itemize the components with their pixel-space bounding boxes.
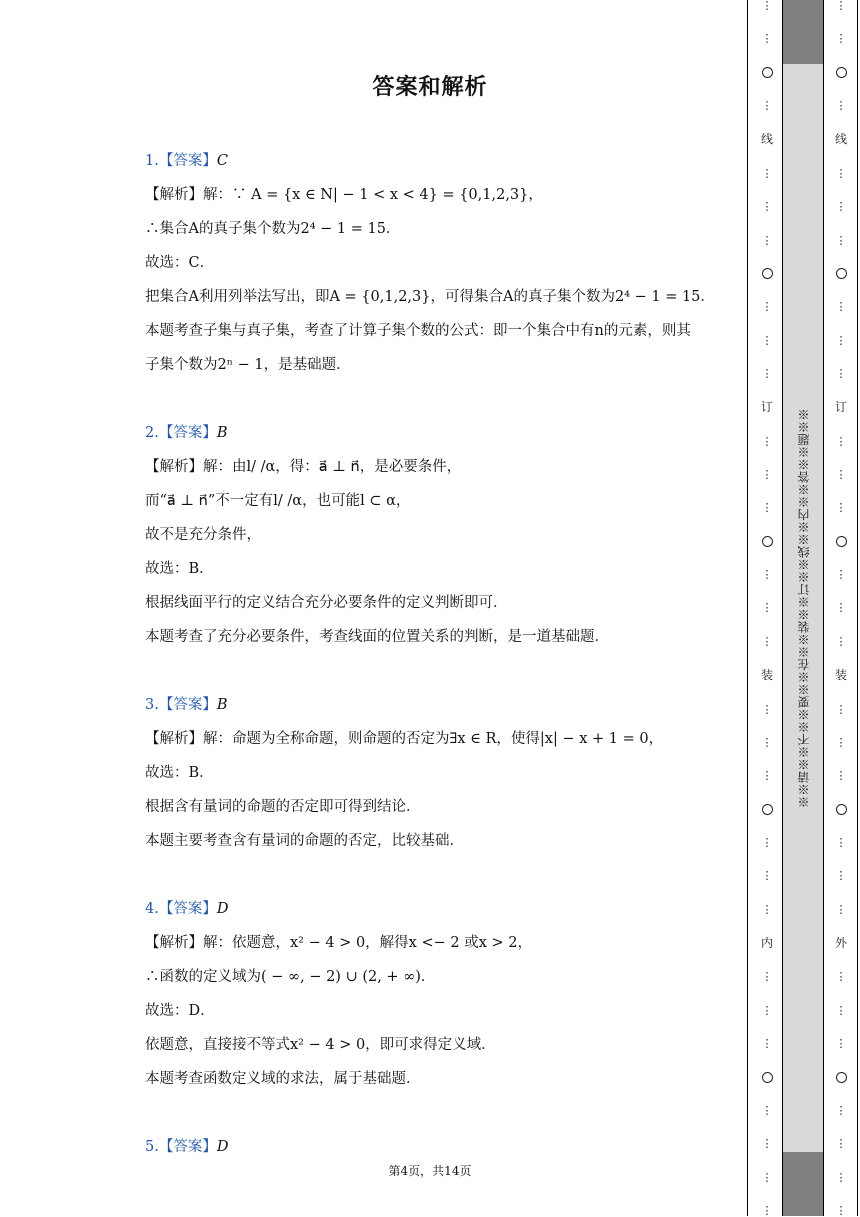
binding-dots: ⋮ <box>761 601 773 615</box>
section-gap <box>145 1102 720 1136</box>
binding-dots: ⋮ <box>761 1037 773 1051</box>
explanation-line: 本题考查函数定义域的求法，属于基础题． <box>145 1071 421 1087</box>
explanation-line: 【解析】解：命题为全称命题，则命题的否定为∃x ∈ R，使得|x| − x + 1 = 0， <box>145 731 664 747</box>
explanation-line: 故选：B． <box>145 561 214 577</box>
explanation-line: 而“a⃗ ⊥ n⃗”不一定有l/ /α，也可能l ⊂ α， <box>145 493 411 509</box>
answer-heading <box>145 150 720 184</box>
answer-heading <box>145 898 720 932</box>
explanation-line: 根据含有量词的命题的否定即可得到结论． <box>145 799 421 815</box>
binding-dots: ⋮ <box>835 902 847 916</box>
binding-dots: ⋮ <box>835 568 847 582</box>
binding-hole-circle <box>836 67 847 78</box>
binding-dots: ⋮ <box>761 233 773 247</box>
binding-dots: ⋮ <box>835 601 847 615</box>
explanation-line: 【解析】解：依题意，x² − 4 > 0，解得x <− 2 或x > 2， <box>145 935 532 951</box>
binding-dots: ⋮ <box>835 634 847 648</box>
explanation-line: 把集合A利用列举法写出，即A = {0,1,2,3}，可得集合A的真子集个数为2⁴ − 1 = 15． <box>145 289 715 305</box>
explanation-line: 故选：C． <box>145 255 215 271</box>
binding-dots: ⋮ <box>761 366 773 380</box>
binding-dots: ⋮ <box>835 970 847 984</box>
binding-hole-circle <box>762 67 773 78</box>
binding-dots: ⋮ <box>835 769 847 783</box>
binding-dots: ⋮ <box>761 568 773 582</box>
binding-dots: ⋮ <box>761 300 773 314</box>
answer-choice: D <box>216 901 229 917</box>
binding-dots: ⋮ <box>835 1037 847 1051</box>
binding-hole-circle <box>836 1072 847 1083</box>
section-gap <box>145 660 720 694</box>
binding-dots: ⋮ <box>835 835 847 849</box>
binding-dots: ⋮ <box>761 902 773 916</box>
binding-dots: ⋮ <box>761 970 773 984</box>
explanation-line: 故选：B． <box>145 765 214 781</box>
binding-warning <box>783 0 823 1216</box>
answer-tag: 【答案】 <box>158 697 217 713</box>
answer-tag: 【答案】 <box>158 153 217 169</box>
binding-dots: ⋮ <box>761 166 773 180</box>
binding-dots: ⋮ <box>835 32 847 46</box>
binding-hole-circle <box>836 804 847 815</box>
binding-dots: ⋮ <box>835 200 847 214</box>
binding-dots: ⋮ <box>835 1170 847 1184</box>
page-title: 答案和解析 <box>372 75 488 100</box>
binding-dots: ⋮ <box>835 1003 847 1017</box>
binding-dots: ⋮ <box>835 1137 847 1151</box>
binding-dots: ⋮ <box>761 869 773 883</box>
answer-content <box>145 150 720 1170</box>
section-gap <box>145 388 720 422</box>
inner-binding-column <box>750 0 784 1216</box>
binding-dots: ⋮ <box>761 634 773 648</box>
binding-hole-circle <box>762 536 773 547</box>
binding-dots: ⋮ <box>835 0 847 12</box>
binding-label: 内 <box>760 936 773 951</box>
binding-dots: ⋮ <box>761 434 773 448</box>
explanation-line: 【解析】解：由l/ /α，得：a⃗ ⊥ n⃗，是必要条件， <box>145 459 462 475</box>
explanation-line: 故不是充分条件， <box>145 527 261 543</box>
answer-tag: 【答案】 <box>158 425 217 441</box>
page-footer: 第4页，共14页 <box>388 1164 472 1178</box>
binding-dots: ⋮ <box>835 735 847 749</box>
explanation-line: 依题意，直接接不等式x² − 4 > 0，即可求得定义域． <box>145 1037 496 1053</box>
binding-dots: ⋮ <box>835 434 847 448</box>
binding-dots: ⋮ <box>835 501 847 515</box>
answer-choice: B <box>216 425 228 441</box>
binding-dots: ⋮ <box>835 702 847 716</box>
binding-dots: ⋮ <box>761 501 773 515</box>
binding-dots: ⋮ <box>761 1170 773 1184</box>
binding-dots: ⋮ <box>835 166 847 180</box>
answer-choice: B <box>216 697 228 713</box>
question-number: 2. <box>145 425 159 441</box>
explanation-line: 【解析】解：∵ A = {x ∈ N| − 1 < x < 4} = {0,1,2,3}， <box>145 187 543 203</box>
binding-dots: ⋮ <box>761 835 773 849</box>
answer-heading <box>145 694 720 728</box>
binding-dots: ⋮ <box>761 99 773 113</box>
explanation-line: 根据线面平行的定义结合充分必要条件的定义判断即可． <box>145 595 508 611</box>
binding-dots: ⋮ <box>835 233 847 247</box>
binding-dots: ⋮ <box>835 300 847 314</box>
binding-label: 线 <box>834 132 847 147</box>
binding-border-right <box>857 0 858 1216</box>
binding-label: 装 <box>760 668 773 683</box>
binding-dots: ⋮ <box>761 1003 773 1017</box>
explanation-line: 本题考查子集与真子集，考查了计算子集个数的公式：即一个集合中有n的元素，则其 <box>145 323 691 339</box>
binding-dots: ⋮ <box>835 99 847 113</box>
explanation-line: ∴集合A的真子集个数为2⁴ − 1 = 15． <box>145 221 401 237</box>
binding-dots: ⋮ <box>835 869 847 883</box>
explanation-line: 子集个数为2ⁿ − 1，是基础题． <box>145 357 351 373</box>
binding-dots: ⋮ <box>761 1137 773 1151</box>
answer-choice: C <box>216 153 228 169</box>
binding-dots: ⋮ <box>835 1203 847 1217</box>
binding-label: 外 <box>834 936 847 951</box>
binding-dots: ⋮ <box>761 735 773 749</box>
binding-dots: ⋮ <box>835 1103 847 1117</box>
outer-binding-column <box>824 0 858 1216</box>
explanation-line: 故选：D． <box>145 1003 215 1019</box>
binding-dots: ⋮ <box>835 468 847 482</box>
binding-dots: ⋮ <box>761 0 773 12</box>
question-number: 1. <box>145 153 159 169</box>
binding-label: 订 <box>834 400 847 415</box>
binding-dots: ⋮ <box>761 32 773 46</box>
binding-dots: ⋮ <box>761 769 773 783</box>
binding-dots: ⋮ <box>761 468 773 482</box>
explanation-line: 本题考查了充分必要条件，考查线面的位置关系的判断，是一道基础题． <box>145 629 609 645</box>
binding-dots: ⋮ <box>761 200 773 214</box>
answer-tag: 【答案】 <box>158 1139 217 1155</box>
answer-heading <box>145 422 720 456</box>
question-number: 3. <box>145 697 159 713</box>
answer-choice: D <box>216 1139 229 1155</box>
binding-hole-circle <box>762 804 773 815</box>
binding-label: 装 <box>834 668 847 683</box>
question-number: 5. <box>145 1139 159 1155</box>
binding-border-left <box>747 0 748 1216</box>
explanation-line: 本题主要考查含有量词的命题的否定，比较基础． <box>145 833 464 849</box>
question-number: 4. <box>145 901 159 917</box>
binding-hole-circle <box>836 268 847 279</box>
binding-dots: ⋮ <box>835 333 847 347</box>
section-gap <box>145 864 720 898</box>
binding-label: 线 <box>760 132 773 147</box>
binding-dots: ⋮ <box>761 702 773 716</box>
binding-warning-text: ※※请※※不※※要※※在※※装※※订※※线※※内※※答※※题※※ <box>796 408 811 808</box>
answer-tag: 【答案】 <box>158 901 217 917</box>
binding-hole-circle <box>762 268 773 279</box>
binding-dots: ⋮ <box>761 333 773 347</box>
binding-hole-circle <box>836 536 847 547</box>
binding-hole-circle <box>762 1072 773 1083</box>
binding-dots: ⋮ <box>761 1203 773 1217</box>
explanation-line: ∴函数的定义域为( − ∞, − 2) ∪ (2, + ∞)． <box>145 969 436 985</box>
binding-dots: ⋮ <box>761 1103 773 1117</box>
binding-label: 订 <box>760 400 773 415</box>
binding-dots: ⋮ <box>835 366 847 380</box>
